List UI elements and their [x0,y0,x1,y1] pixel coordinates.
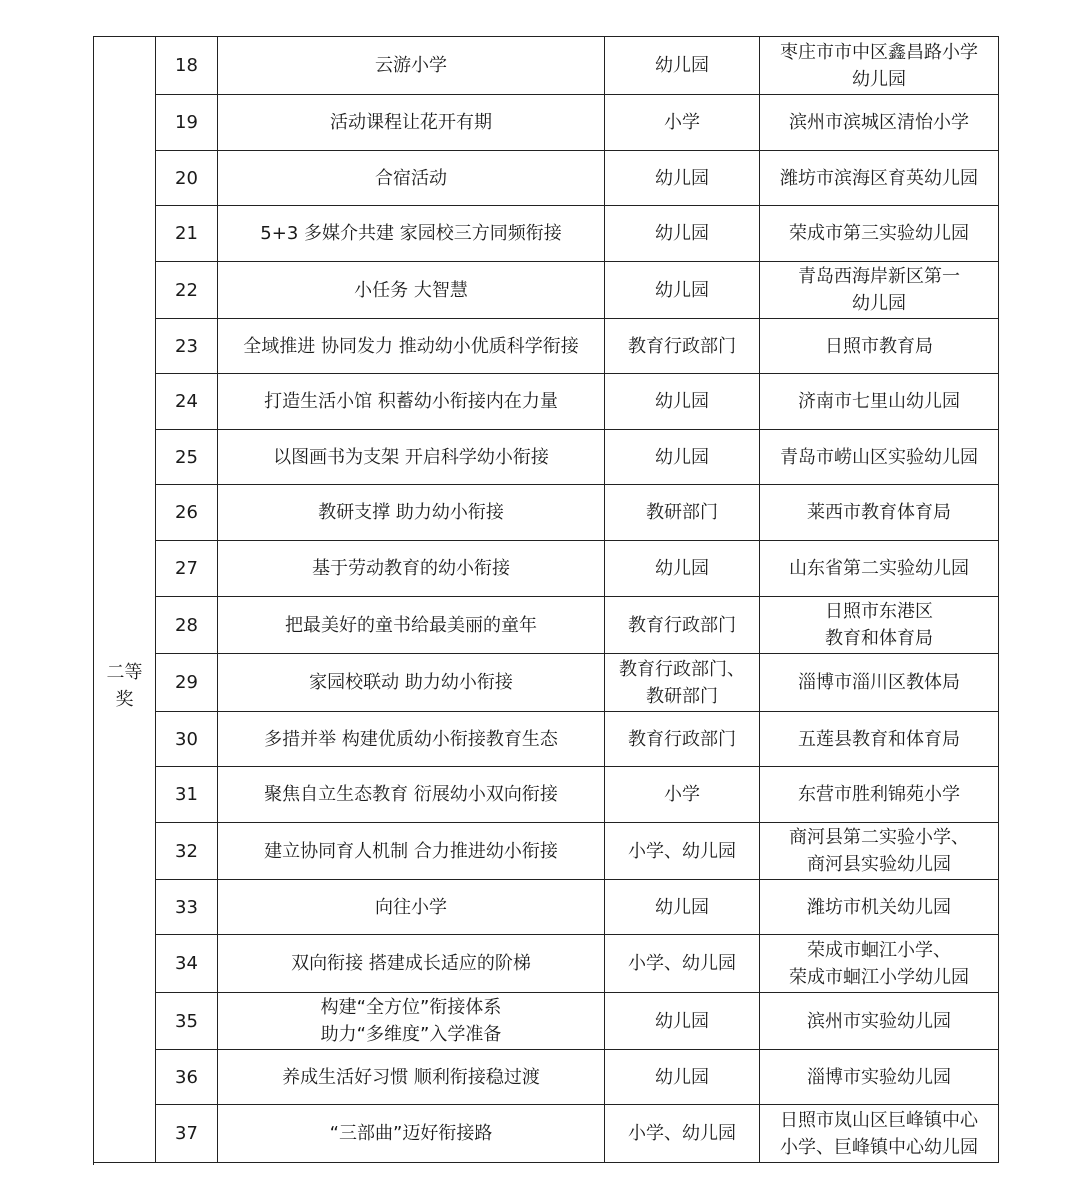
reporting-unit [760,151,999,206]
cell-line: 教研支撑 助力幼小衔接 [318,502,504,523]
case-title [218,1050,605,1105]
cell-line: 滨州市滨城区清怡小学 [789,112,969,133]
cell-line: 教育行政部门 [628,335,736,357]
row-number: 22 [156,262,218,319]
reporting-unit [760,712,999,767]
award-category-cell [94,37,156,1163]
case-title [218,935,605,993]
cell-line: 向往小学 [375,896,447,918]
cell-line: 淄博市淄川区教体局 [798,672,960,693]
table-row [94,319,999,374]
cell-line: 枣庄市市中区鑫昌路小学 [780,41,978,63]
cell-line: 以图画书为支架 开启科学幼小衔接 [273,446,549,468]
cell-line: 幼儿园 [852,293,906,314]
case-title [218,37,605,95]
cell-line: 日照市东港区 [825,601,933,622]
unit-type [605,654,760,712]
row-number: 19 [156,95,218,151]
case-title [218,767,605,823]
table-row [94,485,999,541]
case-title [218,374,605,430]
cell-line: 幼儿园 [852,68,906,90]
cell-line: 5+3 多媒介共建 家园校三方同频衔接 [260,223,562,244]
row-number: 25 [156,430,218,485]
table-row [94,95,999,151]
unit-type [605,935,760,993]
table-body [94,37,999,1163]
table-row [94,654,999,712]
cell-line: 小学、幼儿园 [628,840,736,862]
row-number: 27 [156,541,218,597]
table-row [94,151,999,206]
cell-line: 养成生活好习惯 顺利衔接稳过渡 [282,1066,540,1088]
cell-line: 五莲县教育和体育局 [798,728,960,750]
cell-line: 教研部门 [646,502,718,523]
cell-line: 教育行政部门、 [619,658,745,680]
reporting-unit [760,823,999,880]
table-row [94,206,999,262]
cell-line: 东营市胜利锦苑小学 [798,784,960,805]
case-title [218,597,605,654]
cell-line: 青岛市崂山区实验幼儿园 [780,446,978,468]
row-number: 28 [156,597,218,654]
unit-type [605,319,760,374]
cell-line: 潍坊市机关幼儿园 [807,896,951,918]
cell-line: “三部曲”迈好衔接路 [329,1123,493,1144]
reporting-unit [760,654,999,712]
cell-line: 多措并举 构建优质幼小衔接教育生态 [264,728,558,750]
row-number: 24 [156,374,218,430]
case-title [218,541,605,597]
unit-type [605,597,760,654]
cell-line: 小学 [664,784,700,805]
row-number: 32 [156,823,218,880]
cell-line: 双向衔接 搭建成长适应的阶梯 [291,953,531,974]
cell-line: 小学、巨峰镇中心幼儿园 [780,1136,978,1158]
table-row [94,767,999,823]
unit-type [605,37,760,95]
table-row [94,1050,999,1105]
row-number: 33 [156,880,218,935]
table-row [94,262,999,319]
unit-type [605,712,760,767]
cell-line: 幼儿园 [655,896,709,918]
table-row [94,37,999,95]
cell-line: 潍坊市滨海区育英幼儿园 [780,167,978,189]
cell-line: 助力“多维度”入学准备 [320,1024,502,1045]
unit-type [605,374,760,430]
row-number: 29 [156,654,218,712]
reporting-unit [760,262,999,319]
table-row [94,1105,999,1163]
cell-line: 幼儿园 [655,1066,709,1088]
cell-line: 幼儿园 [655,558,709,579]
unit-type [605,430,760,485]
case-title [218,1105,605,1163]
case-title [218,319,605,374]
reporting-unit [760,430,999,485]
row-number: 26 [156,485,218,541]
unit-type [605,993,760,1050]
row-number: 35 [156,993,218,1050]
cell-line: 构建“全方位”衔接体系 [320,997,502,1018]
cell-line: 把最美好的童书给最美丽的童年 [285,614,537,636]
cell-line: 济南市七里山幼儿园 [798,391,960,412]
row-number: 23 [156,319,218,374]
cell-line: 小学、幼儿园 [628,1123,736,1144]
case-title [218,880,605,935]
cell-line: 商河县第二实验小学、 [789,827,969,848]
reporting-unit [760,767,999,823]
cell-line: 小学 [664,112,700,133]
cell-line: 基于劳动教育的幼小衔接 [312,558,510,579]
unit-type [605,880,760,935]
cell-line: 教育行政部门 [628,728,736,750]
case-title [218,823,605,880]
unit-type [605,1105,760,1163]
cell-line: 幼儿园 [655,391,709,412]
case-title [218,712,605,767]
table-row [94,374,999,430]
unit-type [605,206,760,262]
reporting-unit [760,95,999,151]
cell-line: 幼儿园 [655,223,709,244]
unit-type [605,485,760,541]
cell-line: 建立协同育人机制 合力推进幼小衔接 [264,840,558,862]
cell-line: 莱西市教育体育局 [807,502,951,523]
award-category-label: 二等奖 [106,661,143,710]
reporting-unit [760,374,999,430]
row-number: 31 [156,767,218,823]
table-row [94,993,999,1050]
cell-line: 幼儿园 [655,446,709,468]
cell-line: 小学、幼儿园 [628,953,736,974]
cell-line: 荣成市第三实验幼儿园 [789,223,969,244]
unit-type [605,541,760,597]
unit-type [605,767,760,823]
row-number: 21 [156,206,218,262]
cell-line: 小任务 大智慧 [354,279,468,301]
cell-line: 云游小学 [375,55,447,76]
table-row [94,541,999,597]
case-title [218,95,605,151]
cell-line: 教育和体育局 [825,628,933,649]
cell-line: 日照市岚山区巨峰镇中心 [780,1109,978,1131]
cell-line: 山东省第二实验幼儿园 [789,558,969,579]
cell-line: 幼儿园 [655,1010,709,1032]
case-title [218,430,605,485]
row-number: 18 [156,37,218,95]
cell-line: 日照市教育局 [825,335,933,357]
row-number: 34 [156,935,218,993]
cell-line: 荣成市蛔江小学、 [807,939,951,961]
reporting-unit [760,37,999,95]
unit-type [605,95,760,151]
reporting-unit [760,935,999,993]
cell-line: 活动课程让花开有期 [330,112,492,133]
case-title [218,262,605,319]
row-number: 30 [156,712,218,767]
unit-type [605,1050,760,1105]
table-row [94,712,999,767]
left-border-stub [93,1161,94,1165]
table-row [94,880,999,935]
cell-line: 滨州市实验幼儿园 [807,1010,951,1032]
cell-line: 商河县实验幼儿园 [807,854,951,875]
cell-line: 幼儿园 [655,279,709,301]
reporting-unit [760,597,999,654]
case-title [218,993,605,1050]
cell-line: 全域推进 协同发力 推动幼小优质科学衔接 [243,335,579,357]
cell-line: 青岛西海岸新区第一 [798,266,960,287]
row-number: 36 [156,1050,218,1105]
unit-type [605,151,760,206]
reporting-unit [760,1105,999,1163]
case-title [218,206,605,262]
cell-line: 家园校联动 助力幼小衔接 [309,672,513,693]
cell-line: 荣成市蛔江小学幼儿园 [789,966,969,988]
row-number: 20 [156,151,218,206]
case-title [218,654,605,712]
reporting-unit [760,993,999,1050]
cell-line: 幼儿园 [655,167,709,189]
cell-line: 淄博市实验幼儿园 [807,1066,951,1088]
reporting-unit [760,880,999,935]
reporting-unit [760,485,999,541]
table-row [94,935,999,993]
reporting-unit [760,319,999,374]
award-table [93,36,999,1163]
case-title [218,151,605,206]
table-row [94,597,999,654]
cell-line: 幼儿园 [655,55,709,76]
table-row [94,823,999,880]
cell-line: 合宿活动 [375,167,447,189]
table-row [94,430,999,485]
case-title [218,485,605,541]
row-number: 37 [156,1105,218,1163]
cell-line: 教研部门 [646,685,718,707]
reporting-unit [760,541,999,597]
unit-type [605,823,760,880]
reporting-unit [760,1050,999,1105]
cell-line: 教育行政部门 [628,614,736,636]
cell-line: 聚焦自立生态教育 衍展幼小双向衔接 [264,784,558,805]
cell-line: 打造生活小馆 积蓄幼小衔接内在力量 [264,391,558,412]
reporting-unit [760,206,999,262]
unit-type [605,262,760,319]
